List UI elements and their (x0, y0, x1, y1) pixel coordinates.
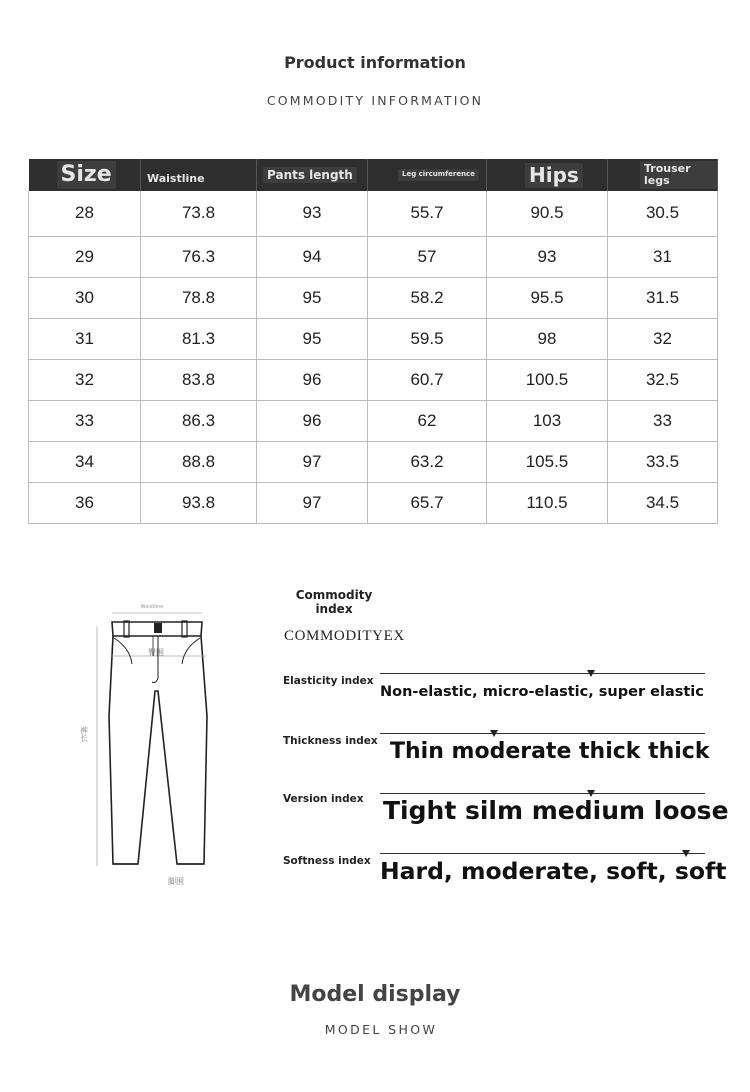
version-scale-line (380, 793, 705, 794)
pants-diagram (80, 596, 230, 896)
table-cell: 97 (257, 441, 368, 482)
button-shape (154, 623, 162, 633)
table-cell: 81.3 (141, 318, 257, 359)
table-cell: 88.8 (141, 441, 257, 482)
table-row (29, 236, 718, 277)
table-cell: 105.5 (487, 441, 608, 482)
length-measure-label: 裤长 (80, 726, 89, 742)
table-cell: 76.3 (141, 236, 257, 277)
table-cell: 59.5 (368, 318, 487, 359)
table-row (29, 400, 718, 441)
table-cell: 96 (257, 359, 368, 400)
table-cell: 103 (487, 400, 608, 441)
table-cell: 29 (29, 236, 141, 277)
table-cell: 100.5 (487, 359, 608, 400)
table-cell: 93.8 (141, 482, 257, 523)
table-row (29, 277, 718, 318)
softness-marker (682, 850, 690, 857)
header-size: Size (29, 159, 141, 191)
header-pants-length: Pants length (257, 159, 368, 191)
header-waistline: Waistline (141, 159, 257, 191)
table-cell: 57 (368, 236, 487, 277)
table-cell: 63.2 (368, 441, 487, 482)
table-cell: 30 (29, 277, 141, 318)
table-cell: 96 (257, 400, 368, 441)
table-cell: 93 (257, 191, 368, 236)
elasticity-marker (587, 670, 595, 677)
table-cell: 110.5 (487, 482, 608, 523)
commodity-index-subtitle: COMMODITYEX (284, 628, 405, 644)
table-cell: 30.5 (608, 191, 718, 236)
table-cell: 31 (608, 236, 718, 277)
softness-options: Hard, moderate, soft, soft (380, 857, 727, 885)
table-header-row (29, 159, 718, 191)
table-cell: 32 (608, 318, 718, 359)
thickness-marker (490, 730, 498, 737)
table-cell: 95 (257, 318, 368, 359)
commodity-index-title: Commodity index (295, 588, 373, 617)
hip-measure-label: 臀围 (148, 648, 164, 657)
version-options: Tight silm medium loose (383, 796, 729, 825)
table-cell: 33.5 (608, 441, 718, 482)
table-cell: 58.2 (368, 277, 487, 318)
table-cell: 78.8 (141, 277, 257, 318)
table-cell: 31 (29, 318, 141, 359)
elasticity-label: Elasticity index (283, 675, 374, 687)
table-row (29, 482, 718, 523)
table-cell: 90.5 (487, 191, 608, 236)
table-cell: 36 (29, 482, 141, 523)
table-row (29, 318, 718, 359)
softness-label: Softness index (283, 855, 371, 867)
table-row (29, 191, 718, 236)
table-cell: 32 (29, 359, 141, 400)
table-row (29, 441, 718, 482)
table-cell: 55.7 (368, 191, 487, 236)
table-cell: 28 (29, 191, 141, 236)
table-cell: 32.5 (608, 359, 718, 400)
table-row (29, 359, 718, 400)
version-label: Version index (283, 793, 364, 805)
thickness-scale-line (380, 733, 705, 734)
table-cell: 31.5 (608, 277, 718, 318)
table-cell: 93 (487, 236, 608, 277)
table-cell: 86.3 (141, 400, 257, 441)
table-cell: 95.5 (487, 277, 608, 318)
waist-measure-label: Waistline (140, 604, 164, 610)
thickness-label: Thickness index (283, 735, 378, 747)
table-cell: 60.7 (368, 359, 487, 400)
hem-measure-label: 脚围 (168, 877, 184, 886)
table-cell: 33 (29, 400, 141, 441)
table-cell: 97 (257, 482, 368, 523)
table-cell: 62 (368, 400, 487, 441)
softness-scale-line (380, 853, 705, 854)
page-title: Product information (284, 53, 466, 72)
header-trouser-legs: Trouser legs (608, 159, 718, 191)
size-table (28, 159, 718, 524)
header-hips: Hips (487, 159, 608, 191)
elasticity-options: Non-elastic, micro-elastic, super elastic (380, 684, 704, 700)
table-cell: 34.5 (608, 482, 718, 523)
table-cell: 73.8 (141, 191, 257, 236)
table-cell: 94 (257, 236, 368, 277)
table-cell: 65.7 (368, 482, 487, 523)
model-display-subtitle: MODEL SHOW (324, 1022, 438, 1037)
thickness-options: Thin moderate thick thick (390, 739, 710, 764)
table-cell: 34 (29, 441, 141, 482)
elasticity-scale-line (380, 673, 705, 674)
table-cell: 33 (608, 400, 718, 441)
table-cell: 83.8 (141, 359, 257, 400)
table-cell: 98 (487, 318, 608, 359)
header-leg-circumference: Leg circumference (368, 159, 487, 191)
page-subtitle: COMMODITY INFORMATION (266, 93, 484, 108)
table-cell: 95 (257, 277, 368, 318)
model-display-title: Model display (289, 982, 461, 1007)
